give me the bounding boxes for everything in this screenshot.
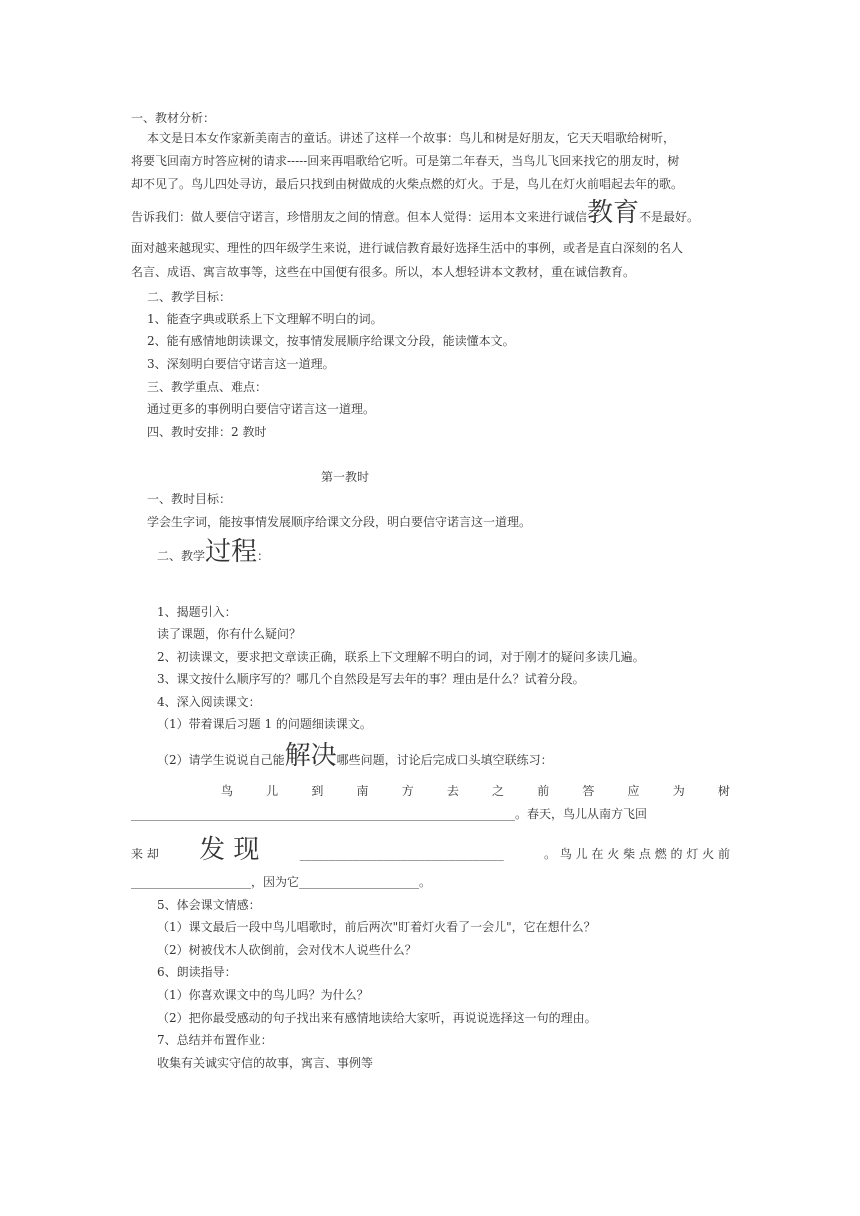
fill-char: 应: [627, 784, 640, 798]
step-item: （2）把你最受感动的句子找出来有感情地读给大家听，再说说选择这一句的理由。: [157, 1011, 597, 1025]
step-item: （1）带着课后习题 1 的问题细读课文。: [157, 717, 372, 731]
text-run: （2）请学生说说自己能: [157, 753, 285, 767]
fill-char: 方: [401, 784, 414, 798]
text-run: 来 却: [131, 847, 159, 861]
blank-line: ____________________: [131, 875, 251, 889]
step-item: 4、深入阅读课文：: [157, 695, 261, 709]
step-item: 3、课文按什么顺序写的？哪几个自然段是写去年的事？理由是什么？试着分段。: [157, 672, 585, 686]
fill-char: 到: [311, 784, 324, 798]
text-run: 不是最好。: [639, 210, 700, 224]
fill-char: 南: [356, 784, 369, 798]
paragraph-line: 将要飞回南方时答应树的请求-----回来再唱歌给它听。可是第二年春天，当鸟儿飞回来找它的朋友时，树: [131, 154, 680, 168]
goal-item: 1、能查字典或联系上下文理解不明白的词。: [147, 312, 383, 326]
fill-in-line-1: [221, 783, 730, 799]
step-item: 7、总结并布置作业：: [157, 1033, 273, 1047]
blank-line: ____________________: [299, 875, 420, 889]
text-run: 告诉我们：做人要信守诺言，珍惜朋友之间的情意。但本人觉得：运用本文来进行诚信: [131, 210, 588, 224]
heading-material-analysis: 一、教材分析：: [131, 111, 216, 125]
enlarged-word: 解决: [284, 741, 337, 771]
enlarged-word: 发 现: [199, 835, 260, 865]
paragraph-line: 却不见了。鸟儿四处寻访，最后只找到由树做成的火柴点燃的灯火。于是，鸟儿在灯火前唱起去年的歌。: [131, 177, 684, 191]
blank-line: ________________________________________________________________: [131, 807, 515, 821]
fill-char: 去: [446, 784, 459, 798]
fill-char: 树: [717, 784, 730, 798]
text-run: 。春天，鸟儿从南方飞回: [515, 807, 648, 821]
step-item-with-big-word: [157, 741, 553, 771]
step-item: （1）课文最后一段中鸟儿唱歌时，前后两次"盯着灯火看了一会儿"，它在想什么？: [157, 920, 596, 934]
fill-char: 答: [582, 784, 595, 798]
text-run: 。 鸟 儿 在 火 柴 点 燃 的 灯 火 前: [544, 847, 730, 861]
heading-schedule: 四、教时安排：2 教时: [147, 425, 267, 439]
text-run: ，因为它: [251, 875, 300, 889]
paragraph-line: 本文是日本女作家新美南吉的童话。讲述了这样一个故事：鸟儿和树是好朋友，它天天唱歌给树听，: [147, 131, 676, 145]
enlarged-word: 过程: [205, 537, 258, 567]
key-point-text: 通过更多的事例明白要信守诺言这一道理。: [147, 402, 376, 416]
fill-char: 前: [537, 784, 550, 798]
fill-in-line-4: [131, 874, 431, 890]
goal-item: 2、能有感情地朗读课文，按事情发展顺序给课文分段，能读懂本文。: [147, 334, 515, 348]
step-item: 2、初读课文，要求把文章读正确，联系上下文理解不明白的词，对于刚才的疑问多读几遍。: [157, 650, 645, 664]
lesson-title: 第一教时: [320, 470, 369, 484]
heading-lesson-goals: 一、教时目标：: [147, 492, 232, 506]
step-item: （2）树被伐木人砍倒前，会对伐木人说些什么？: [157, 943, 417, 957]
step-item: 收集有关诚实守信的故事，寓言、事例等: [157, 1056, 374, 1070]
blank-line: __________________________________: [299, 847, 504, 861]
fill-char: 之: [492, 784, 505, 798]
lesson-goal-text: 学会生字词，能按事情发展顺序给课文分段，明白要信守诺言这一道理。: [147, 515, 532, 529]
paragraph-line: 面对越来越现实、理性的四年级学生来说，进行诚信教育最好选择生活中的事例，或者是直白深刻的名人: [131, 241, 684, 255]
fill-char: 为: [672, 784, 685, 798]
fill-char: 鸟: [221, 784, 234, 798]
step-item: 1、揭题引入：: [157, 605, 237, 619]
paragraph-line-with-big-word: [131, 198, 700, 228]
step-item: 读了课题，你有什么疑问？: [157, 627, 302, 641]
fill-in-line-3: [131, 835, 730, 865]
text-run: ：: [257, 549, 270, 563]
text-run: 二、教学: [157, 549, 206, 563]
heading-key-points: 三、教学重点、难点：: [147, 380, 268, 394]
enlarged-word: 教育: [587, 198, 640, 228]
text-run: 。: [419, 875, 432, 889]
fill-in-line-2: [131, 806, 647, 822]
goal-item: 3、深刻明白要信守诺言这一道理。: [147, 357, 335, 371]
fill-char: 儿: [266, 784, 279, 798]
step-item: 6、朗读指导：: [157, 965, 237, 979]
text-run: 哪些问题，讨论后完成口头填空联练习：: [336, 753, 553, 767]
paragraph-line: 名言、成语、寓言故事等，这些在中国便有很多。所以，本人想轻讲本文教材，重在诚信教育。: [131, 265, 636, 279]
step-item: （1）你喜欢课文中的鸟儿吗？为什么？: [157, 988, 369, 1002]
heading-teaching-process: [157, 537, 270, 567]
step-item: 5、体会课文情感：: [157, 898, 261, 912]
heading-teaching-goals: 二、教学目标：: [147, 290, 232, 304]
